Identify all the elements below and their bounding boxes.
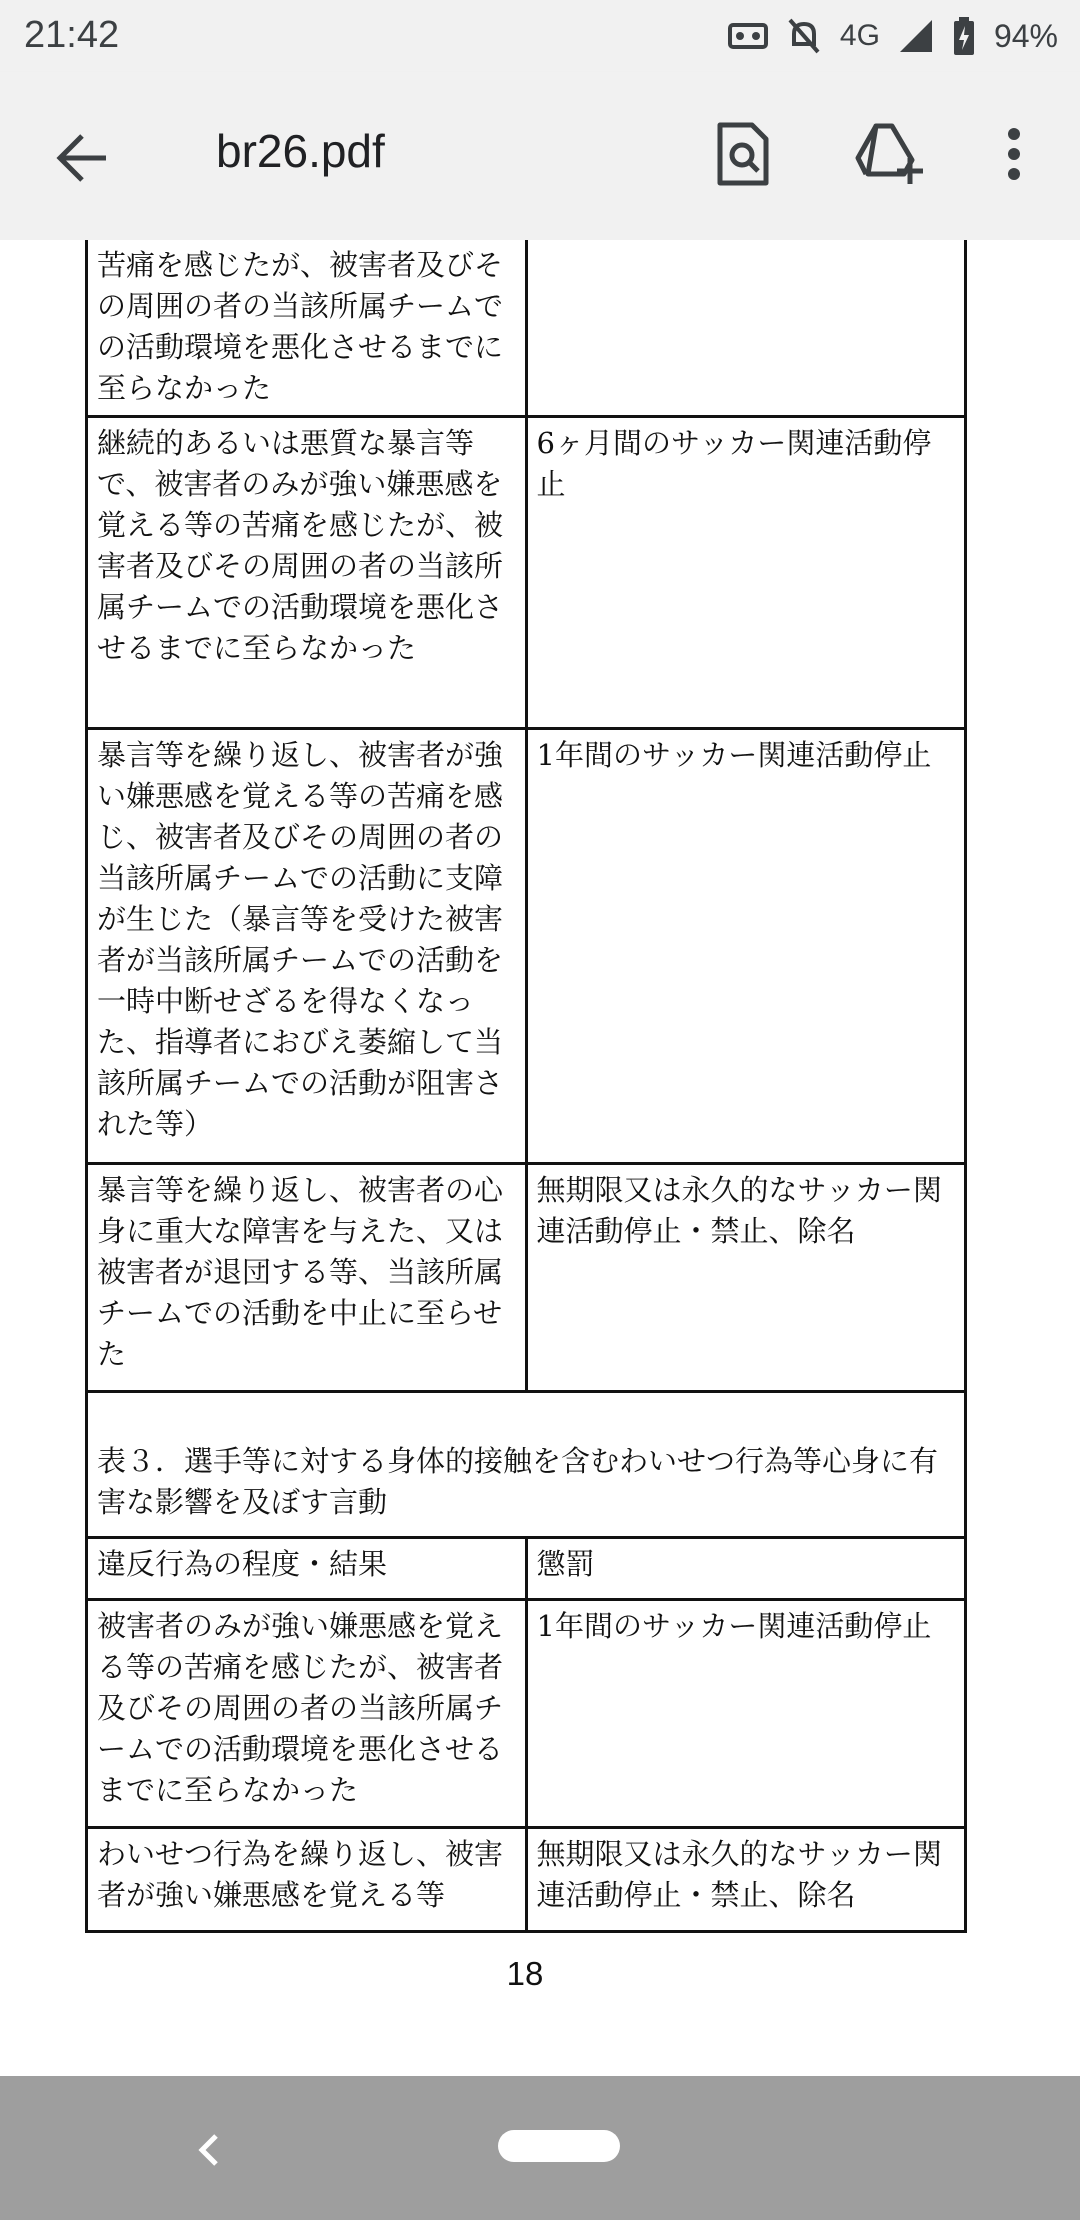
column-header-penalty: 懲罰	[526, 1538, 966, 1600]
home-pill-button[interactable]	[498, 2130, 620, 2162]
table-row	[87, 417, 966, 729]
more-vert-icon	[1006, 126, 1022, 182]
table-row	[87, 240, 966, 417]
signal-icon	[898, 18, 934, 54]
violation-cell: 暴言等を繰り返し、被害者が強い嫌悪感を覚える等の苦痛を感じ、被害者及びその周囲の者の当該所属チームでの活動に支障が生じた（暴言等を受けた被害者が当該所属チームでの活動を一時中断せざるを得なくなった、指導者におびえ萎縮して当該所属チームでの活動が阻害された等）	[87, 729, 527, 1164]
table-header-row	[87, 1538, 966, 1600]
more-options-button[interactable]	[978, 118, 1050, 190]
table-caption-row	[87, 1392, 966, 1538]
nav-back-button[interactable]	[186, 2126, 234, 2174]
arrow-back-icon	[48, 122, 120, 194]
pdf-page-viewport[interactable]	[0, 240, 1080, 2076]
violation-cell: 暴言等を繰り返し、被害者の心身に重大な障害を与えた、又は被害者が退団する等、当該所属チームでの活動を中止に至らせた	[87, 1164, 527, 1392]
penalty-cell: 無期限又は永久的なサッカー関連活動停止・禁止、除名	[526, 1828, 966, 1932]
penalty-cell: 6ヶ月間のサッカー関連活動停止	[526, 417, 966, 729]
table3-caption: 表３．選手等に対する身体的接触を含むわいせつ行為等心身に有害な影響を及ぼす言動	[87, 1392, 966, 1538]
penalty-cell: 1年間のサッカー関連活動停止	[526, 729, 966, 1164]
back-button[interactable]	[48, 122, 120, 194]
network-type: 4G	[839, 19, 880, 52]
find-in-document-button[interactable]	[706, 118, 778, 190]
penalty-table	[85, 240, 967, 1933]
page-number: 18	[506, 1955, 544, 1992]
table-row	[87, 729, 966, 1164]
column-header-violation: 違反行為の程度・結果	[87, 1538, 527, 1600]
battery-icon	[952, 16, 976, 56]
add-to-drive-icon	[852, 122, 924, 186]
table-row	[87, 1164, 966, 1392]
document-title: br26.pdf	[216, 125, 385, 177]
status-icons	[728, 12, 1058, 60]
status-bar	[0, 0, 1080, 72]
table-row	[87, 1828, 966, 1932]
violation-cell: 継続的あるいは悪質な暴言等で、被害者のみが強い嫌悪感を覚える等の苦痛を感じたが、被害者及びその周囲の者の当該所属チームでの活動環境を悪化させるまでに至らなかった	[87, 417, 527, 729]
violation-cell: 苦痛を感じたが、被害者及びその周囲の者の当該所属チームでの活動環境を悪化させるまでに至らなかった	[87, 240, 527, 417]
penalty-cell: 1年間のサッカー関連活動停止	[526, 1600, 966, 1828]
status-time: 21:42	[24, 14, 120, 56]
cast-icon	[728, 19, 768, 53]
battery-percent: 94%	[993, 17, 1058, 54]
penalty-cell: 無期限又は永久的なサッカー関連活動停止・禁止、除名	[526, 1164, 966, 1392]
violation-cell: 被害者のみが強い嫌悪感を覚える等の苦痛を感じたが、被害者及びその周囲の者の当該所属チームでの活動環境を悪化させるまでに至らなかった	[87, 1600, 527, 1828]
table-row	[87, 1600, 966, 1828]
chevron-left-icon	[186, 2126, 234, 2174]
add-to-drive-button[interactable]	[852, 118, 924, 190]
violation-cell: わいせつ行為を繰り返し、被害者が強い嫌悪感を覚える等	[87, 1828, 527, 1932]
system-nav-bar	[0, 2076, 1080, 2220]
do-not-disturb-icon	[786, 16, 822, 56]
app-bar	[0, 72, 1080, 240]
search-document-icon	[712, 121, 772, 187]
penalty-cell	[526, 240, 966, 417]
